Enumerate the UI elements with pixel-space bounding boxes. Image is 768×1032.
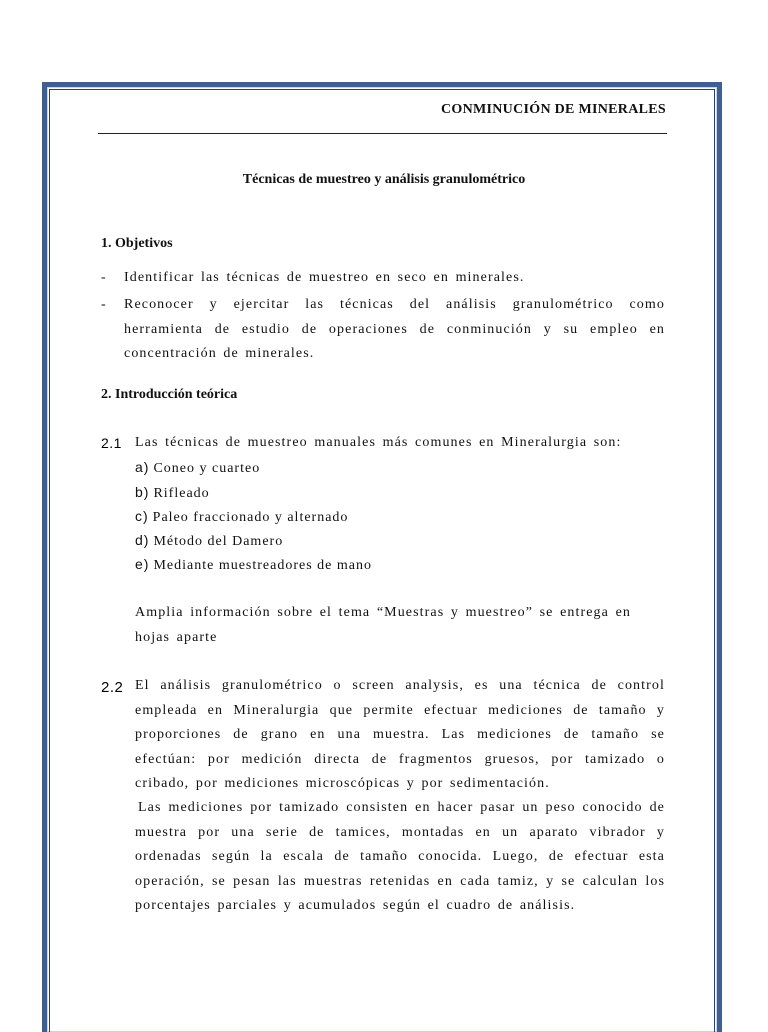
document-title: Técnicas de muestreo y análisis granulométrico bbox=[242, 172, 526, 187]
list-text: Mediante muestreadores de mano bbox=[153, 558, 372, 573]
objective-item-2: Reconocer y ejercitar las técnicas del análisis granulométrico como herramienta de estudio de operaciones de conminución y su empleo en concentración de minerales. bbox=[124, 297, 665, 361]
list-item bbox=[135, 532, 283, 550]
subsection-2-1-note: Amplia información sobre el tema “Muestras y muestreo” se entrega en hojas aparte bbox=[135, 605, 631, 645]
subsection-number-2-1: 2.1 bbox=[101, 435, 122, 451]
bullet-dash: - bbox=[101, 270, 106, 285]
objective-item-1: Identificar las técnicas de muestreo en seco en minerales. bbox=[124, 270, 525, 285]
running-header: CONMINUCIÓN DE MINERALES bbox=[441, 102, 666, 117]
list-item bbox=[135, 556, 372, 574]
list-text: Coneo y cuarteo bbox=[153, 461, 261, 476]
list-text: Paleo fraccionado y alternado bbox=[152, 510, 349, 525]
list-letter: d) bbox=[135, 532, 150, 548]
section-heading-objetivos: 1. Objetivos bbox=[101, 236, 173, 251]
list-item bbox=[135, 459, 260, 477]
list-item bbox=[135, 508, 348, 526]
list-letter: e) bbox=[135, 556, 150, 572]
section-heading-introduccion: 2. Introducción teórica bbox=[101, 387, 238, 402]
list-letter: a) bbox=[135, 459, 150, 475]
subsection-2-1-intro: Las técnicas de muestreo manuales más comunes en Mineralurgia son: bbox=[135, 435, 622, 450]
subsection-2-2-paragraph-1 bbox=[135, 674, 665, 797]
bullet-dash: - bbox=[101, 297, 106, 312]
list-text: Método del Damero bbox=[153, 534, 284, 549]
subsection-2-2-paragraph-2: Las mediciones por tamizado consisten en hacer pasar un peso conocido de muestra por una serie de tamices, montadas en un aparato vibrador y ordenadas según la escala de tamaño conocida. Luego, de efectuar esta operación, se pesan las muestras retenidas en cada tamiz, y se calculan los porcentajes parciales y acumulados según el cuadro de análisis. bbox=[135, 800, 665, 913]
list-item bbox=[135, 484, 210, 502]
paragraph-text: El análisis granulométrico o screen analysis, es una técnica de control empleada en Mineralurgia que permite efectuar mediciones de tamaño y proporciones de grano en una muestra. Las mediciones de tamaño se efectúan: por medición directa de fragmentos gruesos, por tamizado o cribado, por mediciones microscópicas y por sedimentación. bbox=[135, 678, 665, 791]
header-rule bbox=[98, 133, 667, 134]
list-text: Rifleado bbox=[153, 486, 210, 501]
subsection-number-2-2: 2.2 bbox=[101, 679, 124, 696]
list-letter: b) bbox=[135, 484, 150, 500]
list-letter: c) bbox=[135, 508, 149, 524]
